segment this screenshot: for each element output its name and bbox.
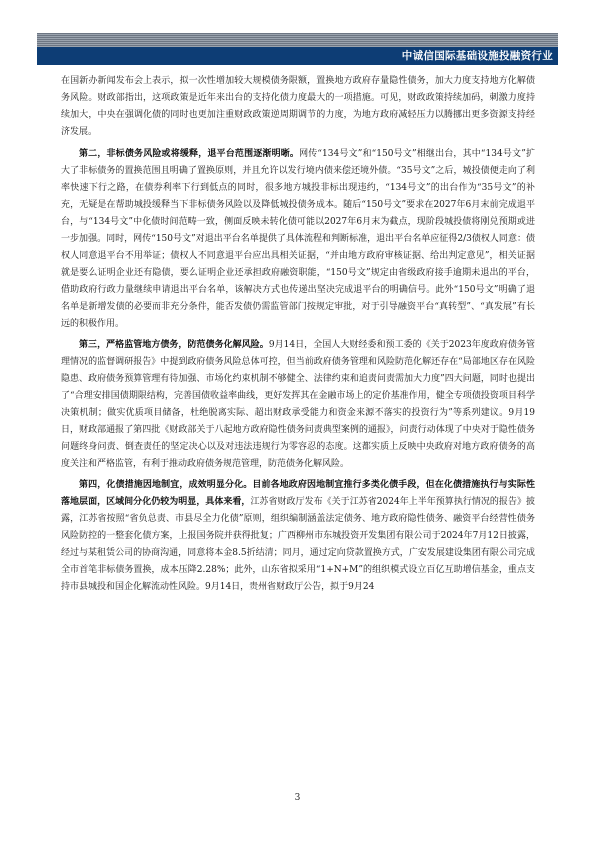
- section-2-lead: 第二，非标债务风险或将缓释，退平台范围逐渐明晰。: [79, 149, 300, 159]
- running-header-title: 中诚信国际基础设施投融资行业: [401, 50, 553, 62]
- section-3-paragraph: [61, 337, 535, 473]
- section-4-paragraph: [61, 477, 535, 596]
- page-number: 3: [294, 793, 301, 803]
- section-2-paragraph: [61, 146, 535, 333]
- section-3-text: 9月14日，全国人大财经委和预工委的《关于2023年度政府债务管理情况的监督调研报告》中提到政府债务风险总体可控，但当前政府债务管理和风险防范化解还存在“局部地区存在风险隐患、政府债务预算管理有待加强、市场化约束机制不够健全、法律约束和追责问责需加大力度”四大问题，同时也提出了“合理安排国债期限结构，完善国债收益率曲线，更好发挥其在金融市场上的定价基准作用，健全专项债投资项目科学决策机制；做实优质项目储备，杜绝脱离实际、超出财政承受能力和资金来源不落实的投资行为”等系列建议。9月19日，财政部通报了第四批《财政部关于八起地方政府隐性债务问责典型案例的通报》，问责行动体现了中央对于隐性债务问题终身问责、倒查责任的坚定决心以及对违法违规行为零容忍的态度。这都实质上反映中央政府对地方政府债务的高度关注和严格监管，有利于推动政府债务规范管理，防范债务化解风险。: [61, 340, 535, 469]
- section-4-lead: 第四，化债措施因地制宜，成效明显分化。目前各地政府因地制宜推行多类化债手段，但在化债措施执行与实际性落地层面，区域间分化仍较为明显，具体来看，: [61, 480, 535, 507]
- section-3-lead: 第三，严格监管地方债务，防范债务化解风险。: [79, 340, 269, 350]
- section-2-text: 网传“134号文”和“150号文”相继出台，其中“134号文”扩大了非标债务的置换范围且明确了置换原则，并且允许以发行境内债来偿还境外债。“35号文”之后，城投债便走向了利率快速下行之路，在债券利率下行到低点的同时，很多地方城投非标出现违约，“134号文”的出台作为“35号文”的补充，无疑是在帮助城投缓释当下非标债务风险以及降低城投债务成本。随后“150号文”要求在2027年6月末前完成退平台，与“134号文”中化债时间范畴一致，侧面反映未转化债可能以2027年6月末为截点，现阶段城投债将刚兑预期或进一步加强。同时，网传“150号文”对退出平台名单提供了具体流程和判断标准，退出平台名单应征得2/3债权人同意：债权人同意退平台不用举证；债权人不同意退平台应出具相关证据，“并由地方政府审核证据、给出判定意见”，相关证据就是要么证明企业还有隐债，要么证明企业还承担政府融资职能，“150号文”规定由省级政府接手逾期未退出的平台，借助政府行政力量继续申请退出平台名单，该解决方式也传递出坚决完成退平台的明确信号。此外“150号文”明确了退名单是新增发债的必要而非充分条件，能否发债仍需监管部门按规定审批，对于引导融资平台“真转型”、“真发展”有长远的积极作用。: [61, 149, 535, 329]
- header-decorative-band: [37, 33, 558, 47]
- paragraph-1: 在国新办新闻发布会上表示，拟一次性增加较大规模债务限额，置换地方政府存量隐性债务，加大力度支持地方化解债务风险。财政部指出，这项政策是近年来出台的支持化债力度最大的一项措施。可见，财政政策持续加码，刺激力度持续加大，中央在强调化债的同时也更加注重财政政策逆周期调节的力度，为地方政府减轻压力以腾挪出更多资源支持经济发展。: [61, 76, 535, 137]
- document-body: [61, 73, 535, 600]
- section-4-text: 江苏省财政厅发布《关于江苏省2024年上半年预算执行情况的报告》披露，江苏省按照“省负总责、市县尽全力化债”原则，组织编制涵盖法定债务、地方政府隐性债务、融资平台经营性债务风险防控的一整套化债方案，上报国务院并获得批复；广西柳州市东城投资开发集团有限公司于2024年7月12日披露，经过与某租赁公司的协商沟通，同意将本金8.5折结清；同月，通过定向贷款置换方式，广安发展建设集团有限公司完成全市首笔非标债务置换，成本压降2.28%；此外，山东省拟采用“1+N+M”的组织模式设立百亿互助增信基金，重点支持市县城投和国企化解流动性风险。9月14日，贵州省财政厅公告，拟于9月24: [61, 497, 536, 592]
